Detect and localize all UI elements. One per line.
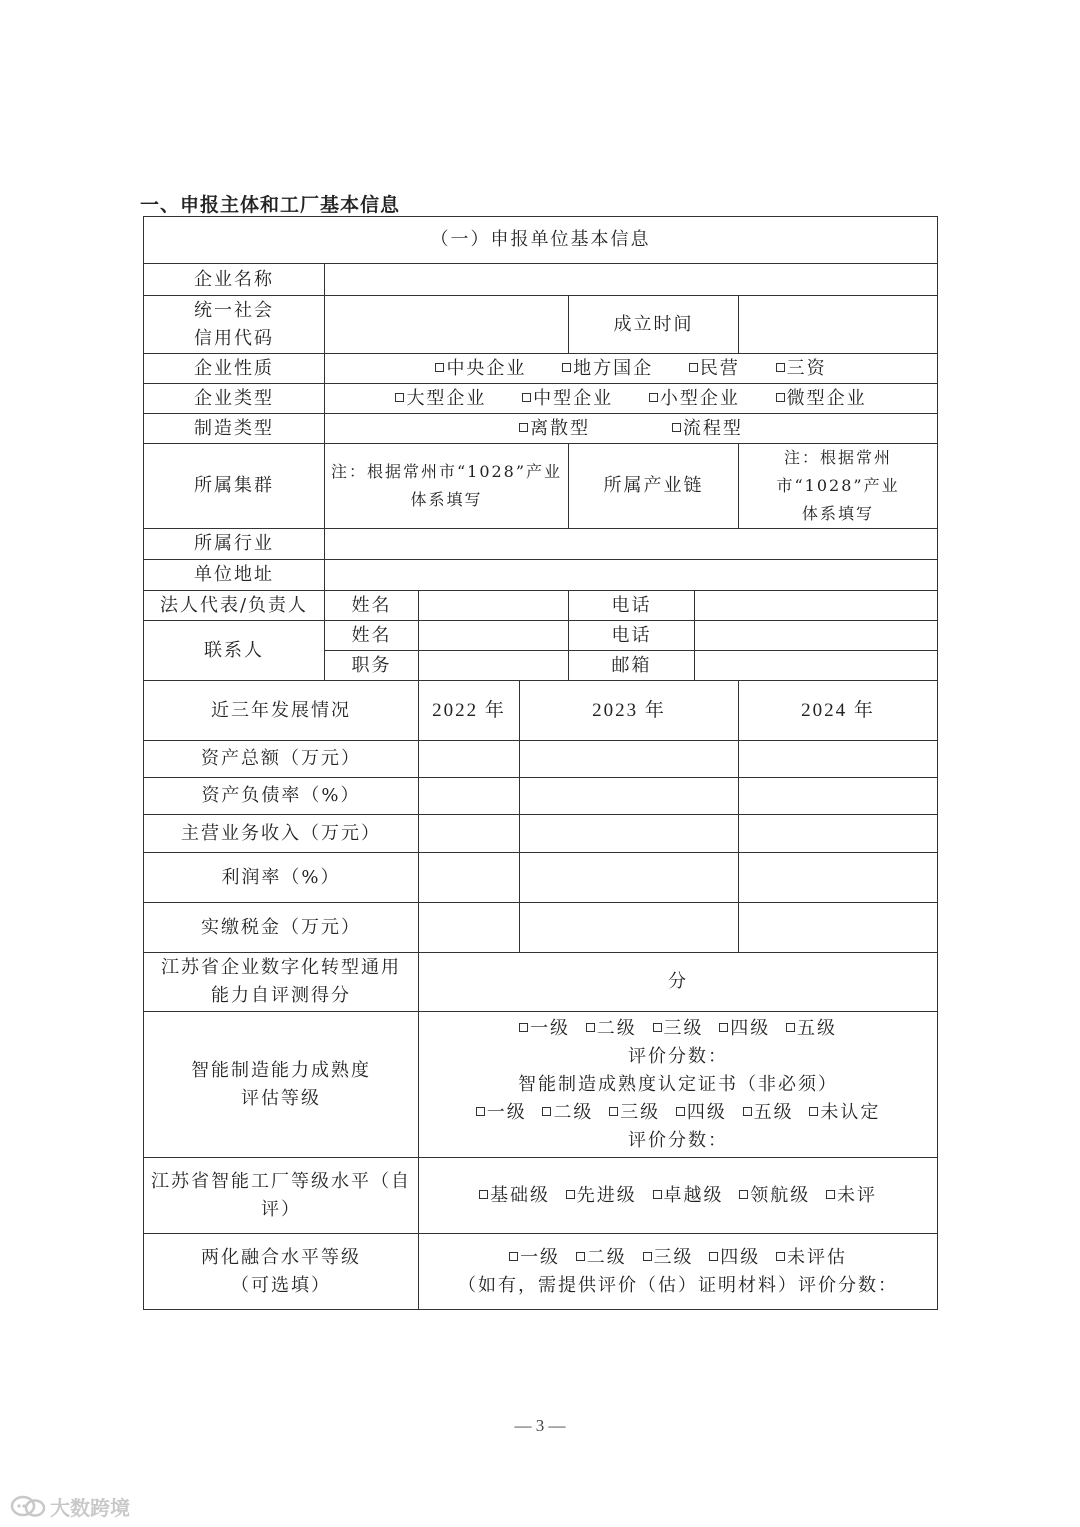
profit-margin-label: 利润率（%） xyxy=(144,853,419,903)
digital-score-field[interactable]: 分 xyxy=(419,953,938,1012)
application-form-table xyxy=(143,216,938,1310)
credit-code-field[interactable] xyxy=(325,296,569,354)
total-assets-label: 资产总额（万元） xyxy=(144,741,419,778)
integration-row xyxy=(144,1234,938,1310)
nature-option[interactable]: 中央企业 xyxy=(435,355,526,383)
development-header-row xyxy=(144,681,938,741)
checkbox-icon xyxy=(776,393,785,402)
integration-option[interactable]: 三级 xyxy=(643,1244,694,1272)
legal-rep-name-label: 姓名 xyxy=(325,591,419,621)
checkbox-icon xyxy=(435,363,444,372)
checkbox-icon xyxy=(542,1107,551,1116)
legal-rep-phone-field[interactable] xyxy=(695,591,938,621)
established-label: 成立时间 xyxy=(569,296,739,354)
legal-rep-name-field[interactable] xyxy=(419,591,569,621)
checkbox-icon xyxy=(676,1107,685,1116)
data-cell[interactable] xyxy=(520,741,739,778)
integration-note[interactable]: （如有，需提供评价（估）证明材料）评价分数： xyxy=(458,1274,899,1296)
maturity-cert-option[interactable]: 四级 xyxy=(676,1099,727,1127)
checkbox-icon xyxy=(479,1190,488,1199)
data-cell[interactable] xyxy=(520,815,739,853)
nature-options xyxy=(325,354,938,384)
year-2024-header: 2024 年 xyxy=(739,681,938,741)
checkbox-icon xyxy=(649,393,658,402)
maturity-cert-option[interactable]: 一级 xyxy=(476,1099,527,1127)
smart-factory-option[interactable]: 先进级 xyxy=(566,1182,637,1210)
contact-name-label: 姓名 xyxy=(325,621,419,651)
address-field[interactable] xyxy=(325,560,938,591)
maturity-label: 智能制造能力成熟度 评估等级 xyxy=(144,1012,419,1158)
checkbox-icon xyxy=(776,363,785,372)
data-cell[interactable] xyxy=(419,903,520,953)
maturity-score-label[interactable]: 评价分数： xyxy=(628,1045,729,1067)
checkbox-icon xyxy=(395,393,404,402)
checkbox-icon xyxy=(519,1023,528,1032)
maturity-row xyxy=(144,1012,938,1158)
checkbox-icon xyxy=(576,1252,585,1261)
smart-factory-options xyxy=(419,1158,938,1234)
checkbox-icon xyxy=(719,1023,728,1032)
maturity-field xyxy=(419,1012,938,1158)
revenue-label: 主营业务收入（万元） xyxy=(144,815,419,853)
digital-score-label: 江苏省企业数字化转型通用 能力自评测得分 xyxy=(144,953,419,1012)
maturity-level-options xyxy=(423,1015,933,1043)
section-title: （一）申报单位基本信息 xyxy=(144,217,938,264)
address-label: 单位地址 xyxy=(144,560,325,591)
smart-factory-option[interactable]: 基础级 xyxy=(479,1182,550,1210)
integration-option[interactable]: 二级 xyxy=(576,1244,627,1272)
address-row xyxy=(144,560,938,591)
nature-option[interactable]: 民营 xyxy=(689,355,740,383)
tax-label: 实缴税金（万元） xyxy=(144,903,419,953)
checkbox-icon xyxy=(739,1190,748,1199)
contact-position-label: 职务 xyxy=(325,651,419,681)
industry-label: 所属行业 xyxy=(144,529,325,560)
cluster-note[interactable]: 注：根据常州市“1028”产业 体系填写 xyxy=(325,444,569,529)
credit-code-row xyxy=(144,296,938,354)
manufacturing-label: 制造类型 xyxy=(144,414,325,444)
legal-rep-label: 法人代表/负责人 xyxy=(144,591,325,621)
type-option[interactable]: 微型企业 xyxy=(776,385,867,413)
development-label: 近三年发展情况 xyxy=(144,681,419,741)
contact-phone-label: 电话 xyxy=(569,621,695,651)
contact-email-field[interactable] xyxy=(695,651,938,681)
checkbox-icon xyxy=(519,423,528,432)
contact-email-label: 邮箱 xyxy=(569,651,695,681)
chat-bubble-logo-icon xyxy=(10,1494,46,1520)
checkbox-icon xyxy=(709,1252,718,1261)
development-data-row xyxy=(144,778,938,815)
type-label: 企业类型 xyxy=(144,384,325,414)
checkbox-icon xyxy=(653,1023,662,1032)
checkbox-icon xyxy=(743,1107,752,1116)
checkbox-icon xyxy=(509,1252,518,1261)
chain-label: 所属产业链 xyxy=(569,444,739,529)
chain-note[interactable]: 注：根据常州市“1028”产业 体系填写 xyxy=(739,444,938,529)
nature-option[interactable]: 地方国企 xyxy=(562,355,653,383)
maturity-cert-label: 智能制造成熟度认定证书（非必须） xyxy=(518,1073,839,1095)
checkbox-icon xyxy=(653,1190,662,1199)
smart-factory-option[interactable]: 领航级 xyxy=(739,1182,810,1210)
maturity-level-option[interactable]: 三级 xyxy=(653,1015,704,1043)
smart-factory-label: 江苏省智能工厂等级水平（自 评） xyxy=(144,1158,419,1234)
legal-rep-row xyxy=(144,591,938,621)
credit-code-label: 统一社会 信用代码 xyxy=(144,296,325,354)
year-2023-header: 2023 年 xyxy=(520,681,739,741)
maturity-level-option[interactable]: 五级 xyxy=(786,1015,837,1043)
development-data-row xyxy=(144,853,938,903)
data-cell[interactable] xyxy=(419,815,520,853)
development-data-row xyxy=(144,741,938,778)
contact-label: 联系人 xyxy=(144,621,325,681)
watermark-text: 大数跨境 xyxy=(50,1496,130,1520)
data-cell[interactable] xyxy=(739,903,938,953)
section-heading: 一、申报主体和工厂基本信息 xyxy=(140,194,401,216)
checkbox-icon xyxy=(586,1023,595,1032)
checkbox-icon xyxy=(643,1252,652,1261)
checkbox-icon xyxy=(609,1107,618,1116)
established-field[interactable] xyxy=(739,296,938,354)
page-number: — 3 — xyxy=(514,1416,566,1435)
checkbox-icon xyxy=(809,1107,818,1116)
data-cell[interactable] xyxy=(739,815,938,853)
development-data-row xyxy=(144,903,938,953)
integration-option[interactable]: 四级 xyxy=(709,1244,760,1272)
digital-score-row xyxy=(144,953,938,1012)
integration-options xyxy=(423,1244,933,1272)
company-name-label: 企业名称 xyxy=(144,264,325,296)
data-cell[interactable] xyxy=(739,778,938,815)
smart-factory-row xyxy=(144,1158,938,1234)
manufacturing-row xyxy=(144,414,938,444)
maturity-level-option[interactable]: 二级 xyxy=(586,1015,637,1043)
data-cell[interactable] xyxy=(520,853,739,903)
maturity-level-option[interactable]: 一级 xyxy=(519,1015,570,1043)
contact-position-field[interactable] xyxy=(419,651,569,681)
development-data-row xyxy=(144,815,938,853)
maturity-level-option[interactable]: 四级 xyxy=(719,1015,770,1043)
integration-label: 两化融合水平等级 （可选填） xyxy=(144,1234,419,1310)
cluster-row xyxy=(144,444,938,529)
smart-factory-option[interactable]: 未评 xyxy=(826,1182,877,1210)
integration-field xyxy=(419,1234,938,1310)
maturity-cert-option[interactable]: 二级 xyxy=(542,1099,593,1127)
maturity-cert-options xyxy=(423,1099,933,1127)
data-cell[interactable] xyxy=(520,903,739,953)
integration-option[interactable]: 一级 xyxy=(509,1244,560,1272)
type-option[interactable]: 中型企业 xyxy=(522,385,613,413)
maturity-cert-option[interactable]: 未认定 xyxy=(809,1099,880,1127)
checkbox-icon xyxy=(776,1252,785,1261)
data-cell[interactable] xyxy=(520,778,739,815)
legal-rep-phone-label: 电话 xyxy=(569,591,695,621)
industry-row xyxy=(144,529,938,560)
checkbox-icon xyxy=(476,1107,485,1116)
data-cell[interactable] xyxy=(739,741,938,778)
type-row xyxy=(144,384,938,414)
manufacturing-option[interactable]: 流程型 xyxy=(672,415,743,443)
checkbox-icon xyxy=(566,1190,575,1199)
type-option[interactable]: 大型企业 xyxy=(395,385,486,413)
smart-factory-option[interactable]: 卓越级 xyxy=(653,1182,724,1210)
industry-field[interactable] xyxy=(325,529,938,560)
contact-row-1 xyxy=(144,621,938,651)
maturity-cert-score-label[interactable]: 评价分数： xyxy=(628,1129,729,1151)
watermark xyxy=(10,1492,130,1521)
nature-label: 企业性质 xyxy=(144,354,325,384)
maturity-cert-option[interactable]: 三级 xyxy=(609,1099,660,1127)
debt-ratio-label: 资产负债率（%） xyxy=(144,778,419,815)
data-cell[interactable] xyxy=(419,853,520,903)
data-cell[interactable] xyxy=(419,741,520,778)
checkbox-icon xyxy=(672,423,681,432)
manufacturing-option[interactable]: 离散型 xyxy=(519,415,590,443)
maturity-cert-option[interactable]: 五级 xyxy=(743,1099,794,1127)
data-cell[interactable] xyxy=(419,778,520,815)
type-option[interactable]: 小型企业 xyxy=(649,385,740,413)
contact-phone-field[interactable] xyxy=(695,621,938,651)
data-cell[interactable] xyxy=(739,853,938,903)
checkbox-icon xyxy=(786,1023,795,1032)
nature-row xyxy=(144,354,938,384)
year-2022-header: 2022 年 xyxy=(419,681,520,741)
checkbox-icon xyxy=(826,1190,835,1199)
type-options xyxy=(325,384,938,414)
checkbox-icon xyxy=(562,363,571,372)
checkbox-icon xyxy=(522,393,531,402)
contact-name-field[interactable] xyxy=(419,621,569,651)
checkbox-icon xyxy=(689,363,698,372)
nature-option[interactable]: 三资 xyxy=(776,355,827,383)
company-name-row xyxy=(144,264,938,296)
company-name-field[interactable] xyxy=(325,264,938,296)
table-title-row xyxy=(144,217,938,264)
cluster-label: 所属集群 xyxy=(144,444,325,529)
manufacturing-options xyxy=(325,414,938,444)
integration-option[interactable]: 未评估 xyxy=(776,1244,847,1272)
